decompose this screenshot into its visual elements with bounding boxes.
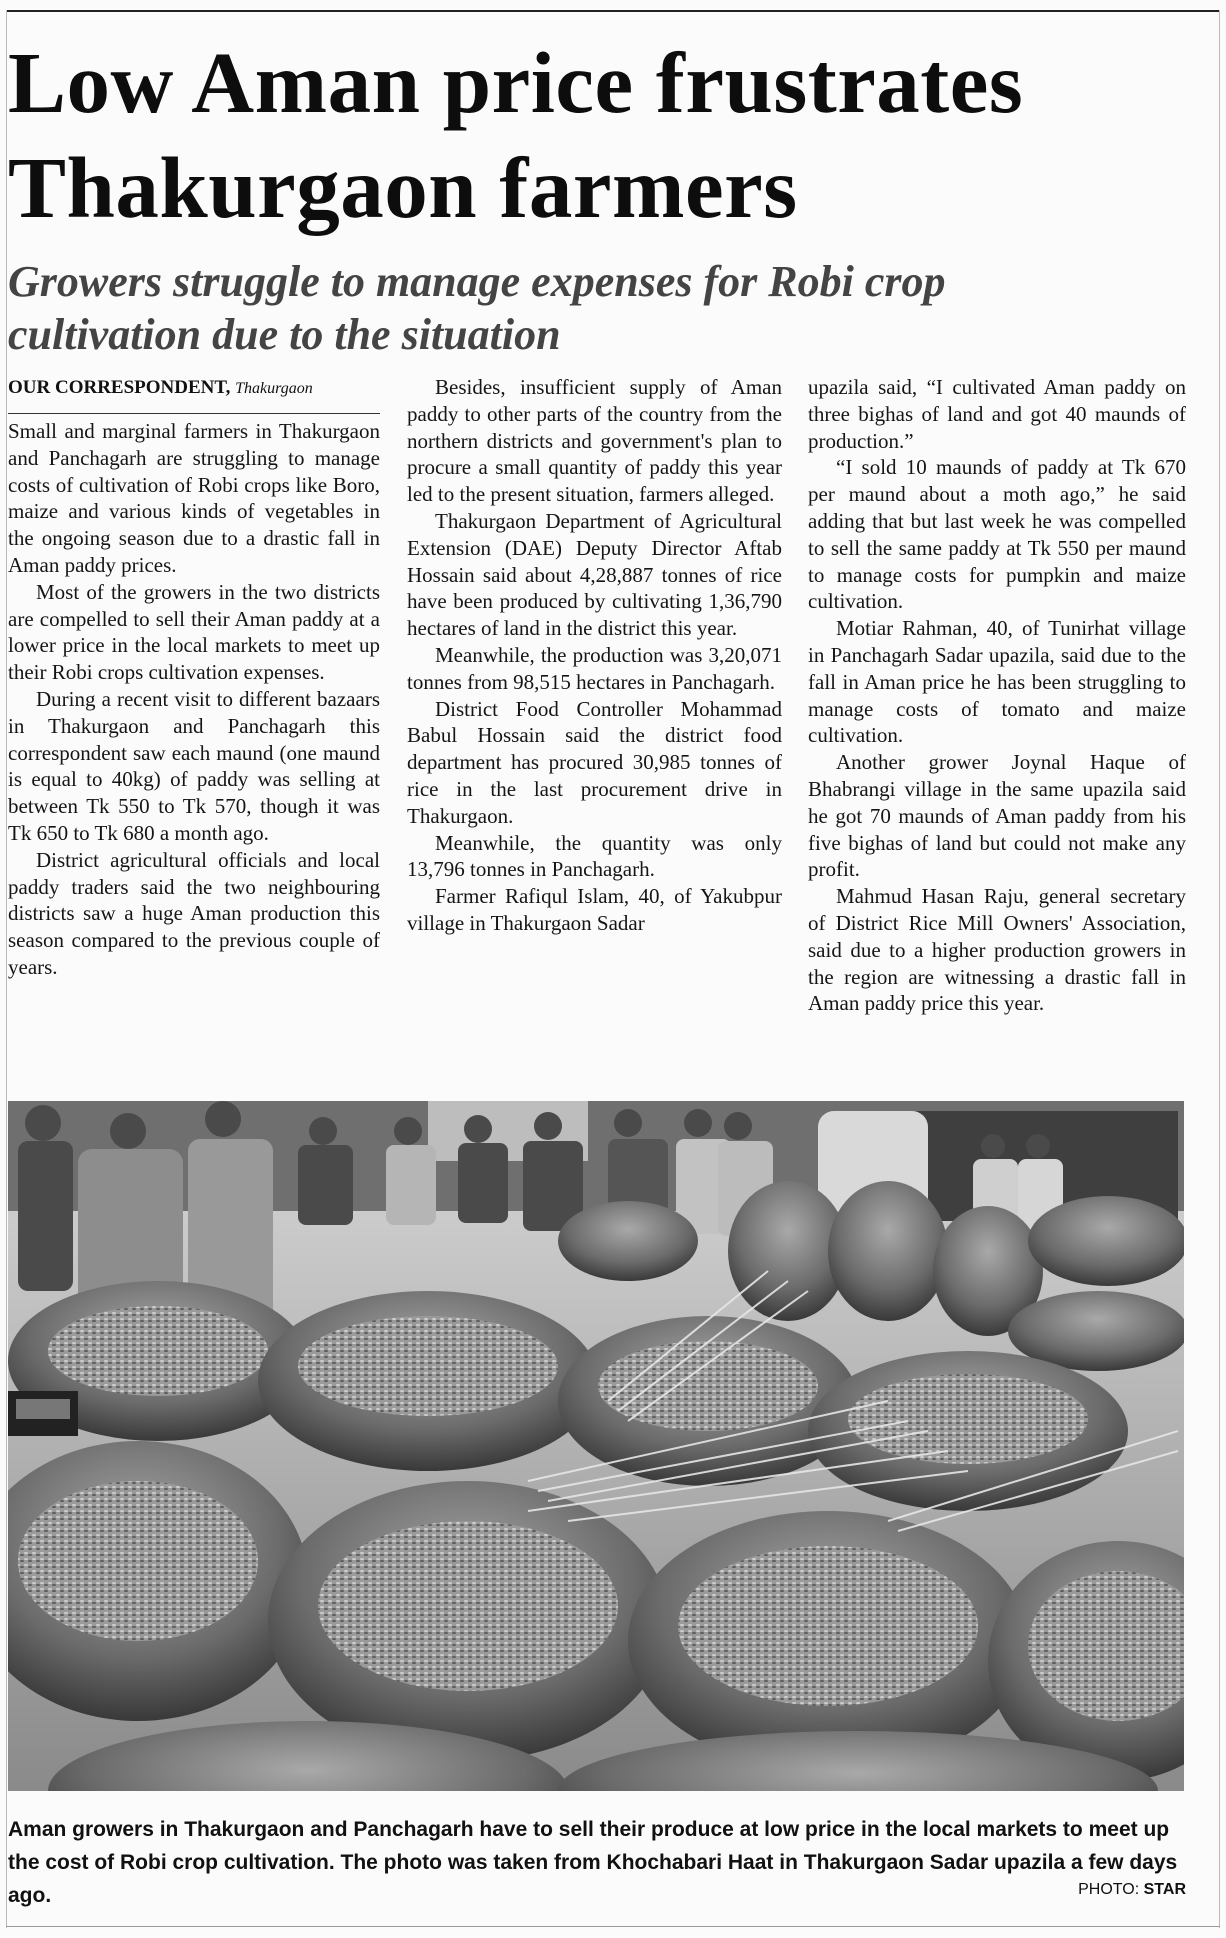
photo-credit-source: STAR bbox=[1143, 1881, 1186, 1898]
byline-name: OUR CORRESPONDENT, bbox=[8, 377, 231, 398]
paragraph: Mahmud Hasan Raju, general secretary of District Rice Mill Owners' Association, said due to a higher production growers in the region are witnessing a drastic fall in Aman paddy price this year. bbox=[808, 884, 1186, 1016]
paragraph: Meanwhile, the quantity was only 13,796 tonnes in Panchagarh. bbox=[407, 830, 782, 882]
byline bbox=[8, 374, 380, 414]
paragraph: During a recent visit to different bazaars in Thakurgaon and Panchagarh this correspondent saw each maund (one maund is equal to 40kg) of paddy was selling at between Tk 550 to Tk 570, though it was Tk 650 to Tk 680 a month ago. bbox=[8, 686, 380, 845]
subhead-line-1: Growers struggle to manage expenses for Robi crop bbox=[8, 257, 946, 306]
paragraph: Farmer Rafiqul Islam, 40, of Yakubpur village in Thakurgaon Sadar bbox=[407, 884, 782, 935]
bottom-rule bbox=[6, 1926, 1220, 1927]
subhead-line-2: cultivation due to the situation bbox=[8, 310, 561, 359]
paragraph: Thakurgaon Department of Agricultural Extension (DAE) Deputy Director Aftab Hossain said about 4,28,887 tonnes of rice have been produced by cultivating 1,36,790 hectares of land in the district this year. bbox=[407, 508, 782, 641]
subheadline bbox=[8, 255, 1108, 361]
paragraph: upazila said, “I cultivated Aman paddy on three bighas of land and got 40 maunds of production.” bbox=[808, 375, 1186, 453]
headline-line-2: Thakurgaon farmers bbox=[8, 139, 798, 236]
photo-credit-label: PHOTO: bbox=[1078, 1881, 1140, 1898]
paragraph: Motiar Rahman, 40, of Tunirhat village in Panchagarh Sadar upazila, said due to the fall in Aman price he has been struggling to manage costs of tomato and maize cultivation. bbox=[808, 616, 1186, 748]
left-rule bbox=[6, 10, 7, 1928]
paragraph: Another grower Joynal Haque of Bhabrangi village in the same upazila said he got 70 maunds of Aman paddy from his five bighas of land but could not make any profit. bbox=[808, 750, 1186, 882]
right-rule bbox=[1219, 10, 1220, 1928]
paragraph: District agricultural officials and local paddy traders said the two neighbouring districts saw a huge Aman production this season compared to the previous couple of years. bbox=[8, 847, 380, 979]
paragraph: “I sold 10 maunds of paddy at Tk 670 per maund about a moth ago,” he said adding that but last week he was compelled to sell the same paddy at Tk 550 per maund to manage costs for pumpkin and maize cultivation. bbox=[808, 455, 1186, 614]
news-photo bbox=[8, 1101, 1184, 1791]
body-column-3 bbox=[808, 374, 1186, 1017]
paragraph: Besides, insufficient supply of Aman paddy to other parts of the country from the northern districts and government's plan to procure a small quantity of paddy this year led to the present situation, farmers alleged. bbox=[407, 375, 782, 507]
body-column-2 bbox=[407, 374, 782, 937]
paragraph: District Food Controller Mohammad Babul Hossain said the district food department has procured 30,985 tonnes of rice in the last procurement drive in Thakurgaon. bbox=[407, 696, 782, 828]
byline-place: Thakurgaon bbox=[235, 380, 313, 397]
body-column-1 bbox=[8, 418, 380, 981]
paddy-market-illustration bbox=[8, 1101, 1184, 1791]
photo-credit bbox=[1078, 1881, 1186, 1899]
top-rule bbox=[6, 10, 1220, 12]
paragraph: Most of the growers in the two districts are compelled to sell their Aman paddy at a lower price in the local markets to meet up their Robi crops cultivation expenses. bbox=[8, 579, 380, 685]
headline-line-1: Low Aman price frustrates bbox=[8, 34, 1024, 131]
paragraph: Small and marginal farmers in Thakurgaon and Panchagarh are struggling to manage costs of cultivation of Robi crops like Boro, maize and various kinds of vegetables in the ongoing season due to a drastic fall in Aman paddy prices. bbox=[8, 419, 380, 577]
paragraph: Meanwhile, the production was 3,20,071 tonnes from 98,515 hectares in Panchagarh. bbox=[407, 642, 782, 694]
headline bbox=[8, 30, 1208, 240]
photo-caption: Aman growers in Thakurgaon and Panchagarh have to sell their produce at low price in the local markets to meet up the cost of Robi crop cultivation. The photo was taken from Khochabari Haat in Thakurgaon Sadar upazila a few days ago. bbox=[8, 1818, 1178, 1907]
